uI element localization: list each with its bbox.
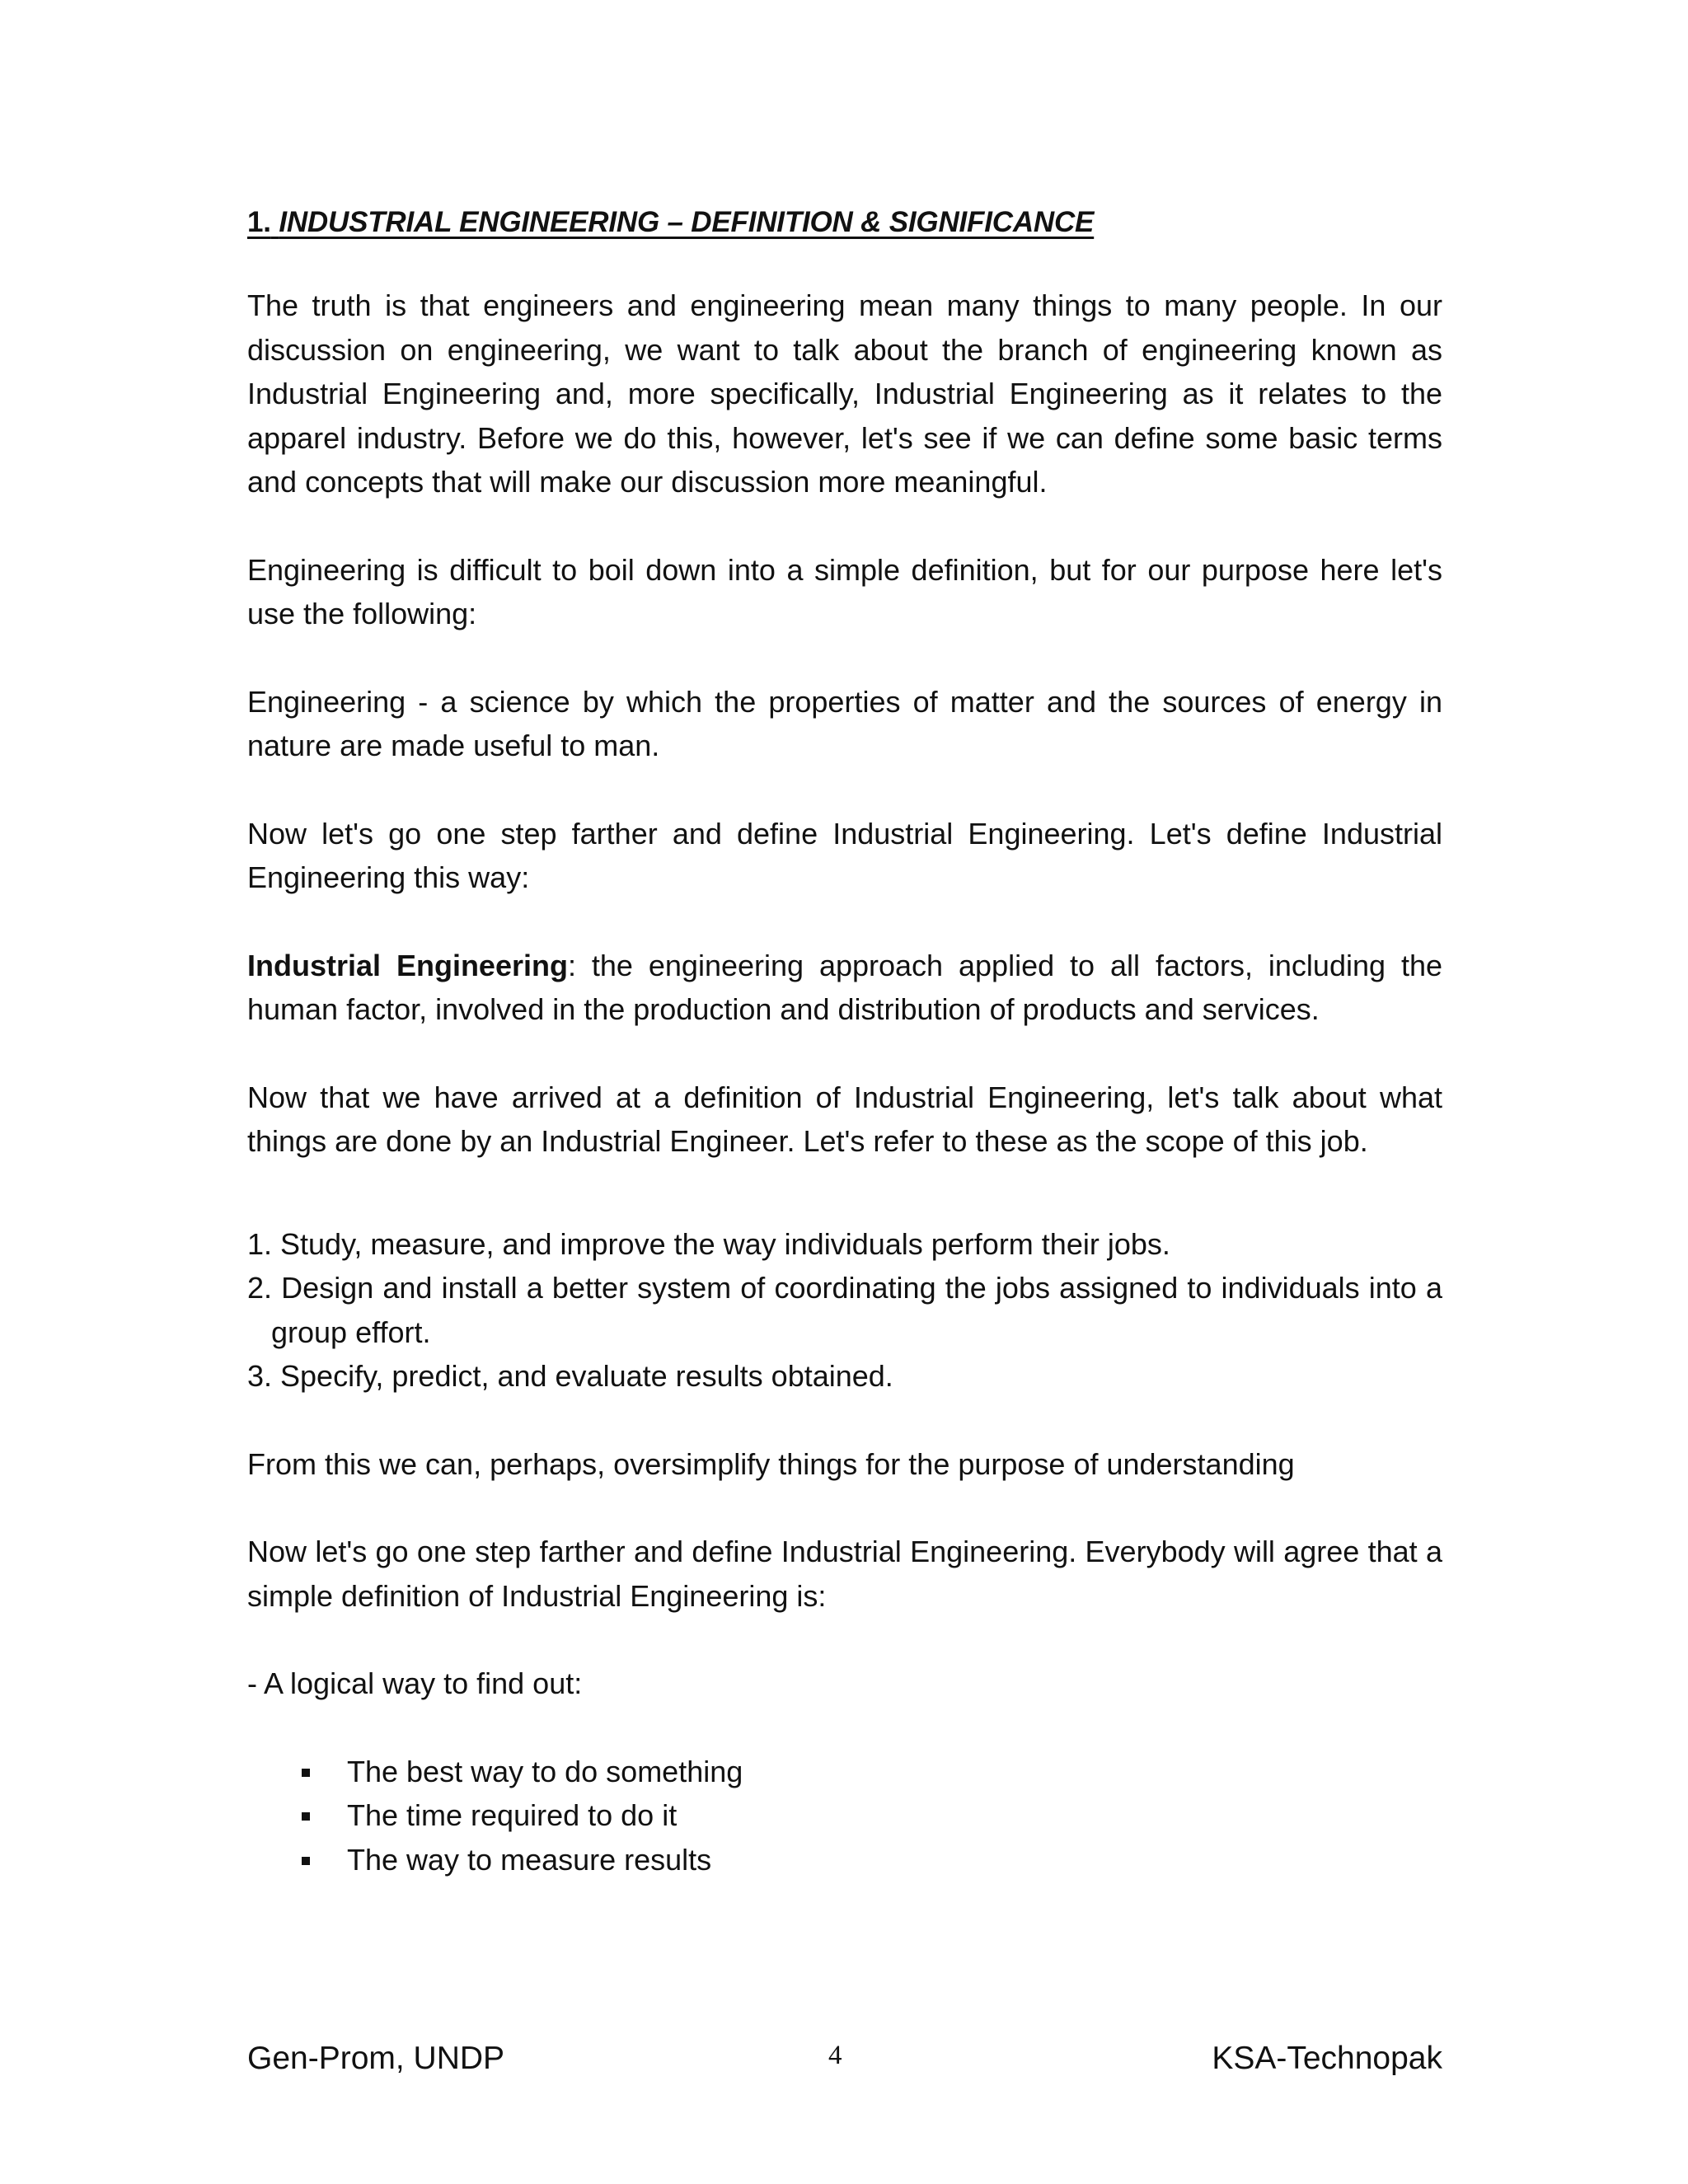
paragraph-oversimplify: From this we can, perhaps, oversimplify things for the purpose of understanding [247, 1446, 1295, 1481]
footer-left-text: Gen-Prom, UNDP [247, 2041, 505, 2076]
paragraph-define-ie: Now let's go one step farther and define Industrial Engineering. Let's define Industrial Engineering this way: [247, 816, 1442, 894]
bullet-text: The time required to do it [347, 1798, 678, 1832]
page-number: 4 [828, 2041, 842, 2070]
square-bullet-icon [302, 1857, 310, 1865]
dash-item: - A logical way to find out: [247, 1666, 583, 1700]
bullet-item [297, 1838, 1442, 1882]
bullet-item [297, 1750, 1442, 1794]
paragraph-intro: The truth is that engineers and engineering mean many things to many people. In our discussion on engineering, we want to talk about the branch of engineering known as Industrial Engineering and, more specifically, Industrial Engineering as it relates to the apparel industry. Before we do this, however, let's see if we can define some basic terms and concepts that will make our discussion more meaningful. [247, 288, 1442, 499]
section-heading [247, 204, 1442, 241]
footer-right-text: KSA-Technopak [1212, 2041, 1442, 2076]
paragraph-simple-definition: Now let's go one step farther and define Industrial Engineering. Everybody will agree that a simple definition of Industrial Engineering is: [247, 1535, 1442, 1613]
section-number: 1. [247, 206, 271, 238]
bullet-list [247, 1750, 1442, 1882]
section-title: INDUSTRIAL ENGINEERING – DEFINITION & SIGNIFICANCE [279, 206, 1095, 238]
scope-item: 3. Specify, predict, and evaluate results obtained. [247, 1359, 893, 1393]
square-bullet-icon [302, 1769, 310, 1777]
definition-term: Industrial Engineering [247, 948, 568, 982]
scope-item: 2. Design and install a better system of coordinating the jobs assigned to individuals into a group effort. [247, 1271, 1442, 1349]
paragraph-engineering-difficult: Engineering is difficult to boil down into a simple definition, but for our purpose here let's use the following: [247, 552, 1442, 630]
scope-list [247, 1222, 1442, 1399]
bullet-text: The way to measure results [347, 1842, 712, 1877]
definition-text: : the engineering approach applied to all factors, including the human factor, involved in the production and distribution of products and services. [247, 948, 1442, 1026]
document-body [247, 204, 1442, 1882]
paragraph-scope: Now that we have arrived at a definition of Industrial Engineering, let's talk about what things are done by an Industrial Engineer. Let's refer to these as the scope of this job. [247, 1080, 1442, 1158]
square-bullet-icon [302, 1812, 310, 1821]
paragraph-engineering-definition: Engineering - a science by which the properties of matter and the sources of energy in nature are made useful to man. [247, 684, 1442, 762]
paragraph-ie-definition [247, 944, 1442, 1032]
bullet-item [297, 1793, 1442, 1838]
scope-item: 1. Study, measure, and improve the way individuals perform their jobs. [247, 1226, 1170, 1261]
bullet-text: The best way to do something [347, 1754, 743, 1788]
